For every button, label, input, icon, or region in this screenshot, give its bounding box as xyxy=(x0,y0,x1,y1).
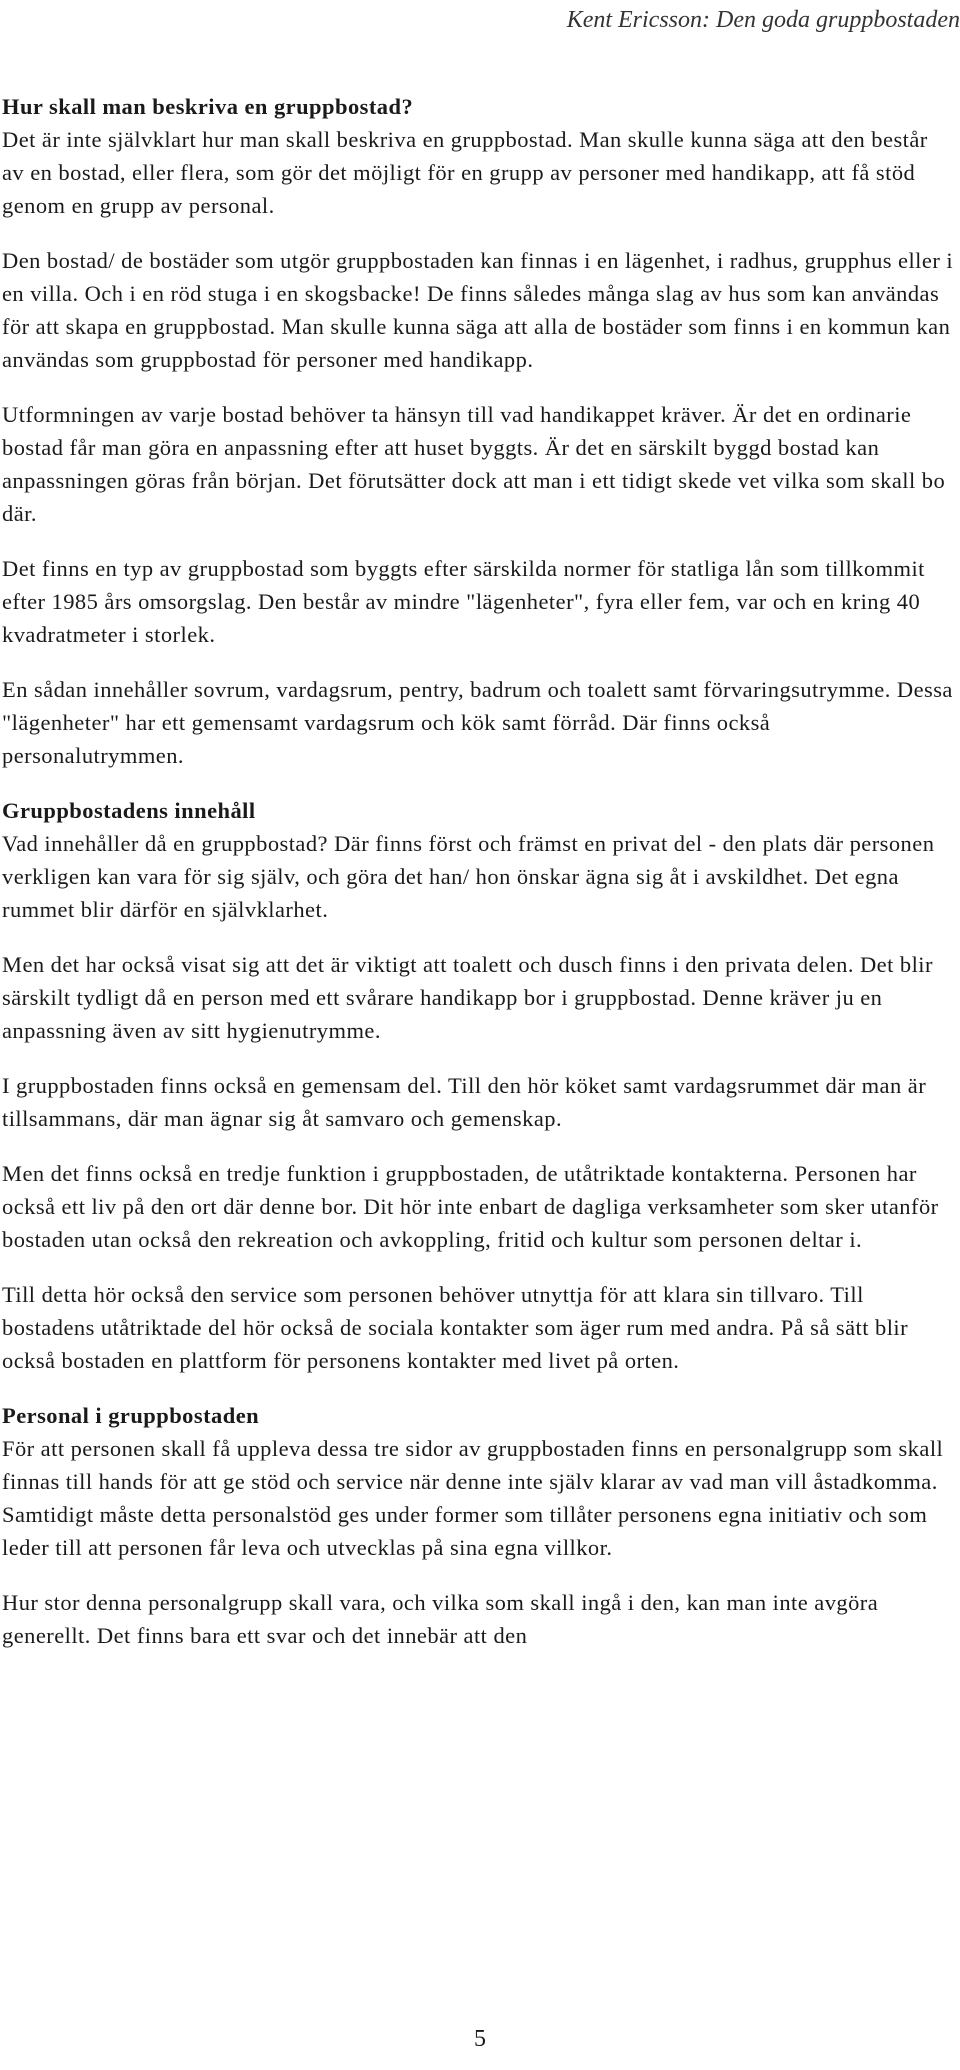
paragraph-text: Det är inte självklart hur man skall beskriva en gruppbostad. Man skulle kunna säga att den består av en bostad, eller flera, som gör det möjligt för en grupp av personer med handikapp, att få stöd genom en grupp av personal. xyxy=(2,127,928,218)
paragraph: En sådan innehåller sovrum, vardagsrum, pentry, badrum och toalett samt förvaringsutrymme. Dessa "lägenheter" har ett gemensamt vardagsrum och kök samt förråd. Där finns också personalutrymmen. xyxy=(2,677,953,768)
paragraph-text: Vad innehåller då en gruppbostad? Där finns först och främst en privat del - den plats där personen verkligen kan vara för sig själv, och göra det han/ hon önskar ägna sig åt i avskildhet. Det egna rummet blir därför en självklarhet. xyxy=(2,831,935,922)
running-header: Kent Ericsson: Den goda gruppbostaden xyxy=(566,7,960,33)
paragraph xyxy=(2,794,954,926)
paragraph xyxy=(2,1399,954,1564)
paragraph: Men det har också visat sig att det är viktigt att toalett och dusch finns i den privata delen. Det blir särskilt tydligt då en person med ett svårare handikapp bor i gruppbostad. Denne kräver ju en anpassning även av sitt hygienutrymme. xyxy=(2,952,933,1043)
document-body xyxy=(2,90,954,1674)
paragraph: Utformningen av varje bostad behöver ta hänsyn till vad handikappet kräver. Är det en ordinarie bostad får man göra en anpassning efter att huset byggts. Är det en särskilt byggd bostad kan anpassningen göras från början. Det förutsätter dock att man i ett tidigt skede vet vilka som skall bo där. xyxy=(2,402,946,526)
paragraph xyxy=(2,90,954,222)
section-heading: Gruppbostadens innehåll xyxy=(2,798,256,823)
section-heading: Personal i gruppbostaden xyxy=(2,1403,260,1428)
paragraph: I gruppbostaden finns också en gemensam del. Till den hör köket samt vardagsrummet där man är tillsammans, där man ägnar sig åt samvaro och gemenskap. xyxy=(2,1073,927,1131)
paragraph: Men det finns också en tredje funktion i gruppbostaden, de utåtriktade kontakterna. Personen har också ett liv på den ort där denne bor. Dit hör inte enbart de dagliga verksamheter som sker utanför bostaden utan också den rekreation och avkoppling, fritid och kultur som personen deltar i. xyxy=(2,1161,939,1252)
paragraph: Det finns en typ av gruppbostad som byggts efter särskilda normer för statliga lån som tillkommit efter 1985 års omsorgslag. Den består av mindre "lägenheter", fyra eller fem, var och en kring 40 kvadratmeter i storlek. xyxy=(2,556,925,647)
section-heading: Hur skall man beskriva en gruppbostad? xyxy=(2,94,414,119)
paragraph: Till detta hör också den service som personen behöver utnyttja för att klara sin tillvaro. Till bostadens utåtriktade del hör också de sociala kontakter som äger rum med andra. På så sätt blir också bostaden en plattform för personens kontakter med livet på orten. xyxy=(2,1282,909,1373)
paragraph-text: För att personen skall få uppleva dessa tre sidor av gruppbostaden finns en personalgrupp som skall finnas till hands för att ge stöd och service när denne inte själv klarar av vad man vill åstadkomma. Samtidigt måste detta personalstöd ges under former som tillåter personens egna initiativ och som leder till att personen får leva och utvecklas på sina egna villkor. xyxy=(2,1436,944,1560)
paragraph: Hur stor denna personalgrupp skall vara, och vilka som skall ingå i den, kan man inte avgöra generellt. Det finns bara ett svar och det innebär att den xyxy=(2,1590,879,1648)
page-number: 5 xyxy=(474,2026,486,2052)
paragraph: Den bostad/ de bostäder som utgör gruppbostaden kan finnas i en lägenhet, i radhus, grupphus eller i en villa. Och i en röd stuga i en skogsbacke! De finns således många slag av hus som kan användas för att skapa en gruppbostad. Man skulle kunna säga att alla de bostäder som finns i en kommun kan användas som gruppbostad för personer med handikapp. xyxy=(2,248,954,372)
